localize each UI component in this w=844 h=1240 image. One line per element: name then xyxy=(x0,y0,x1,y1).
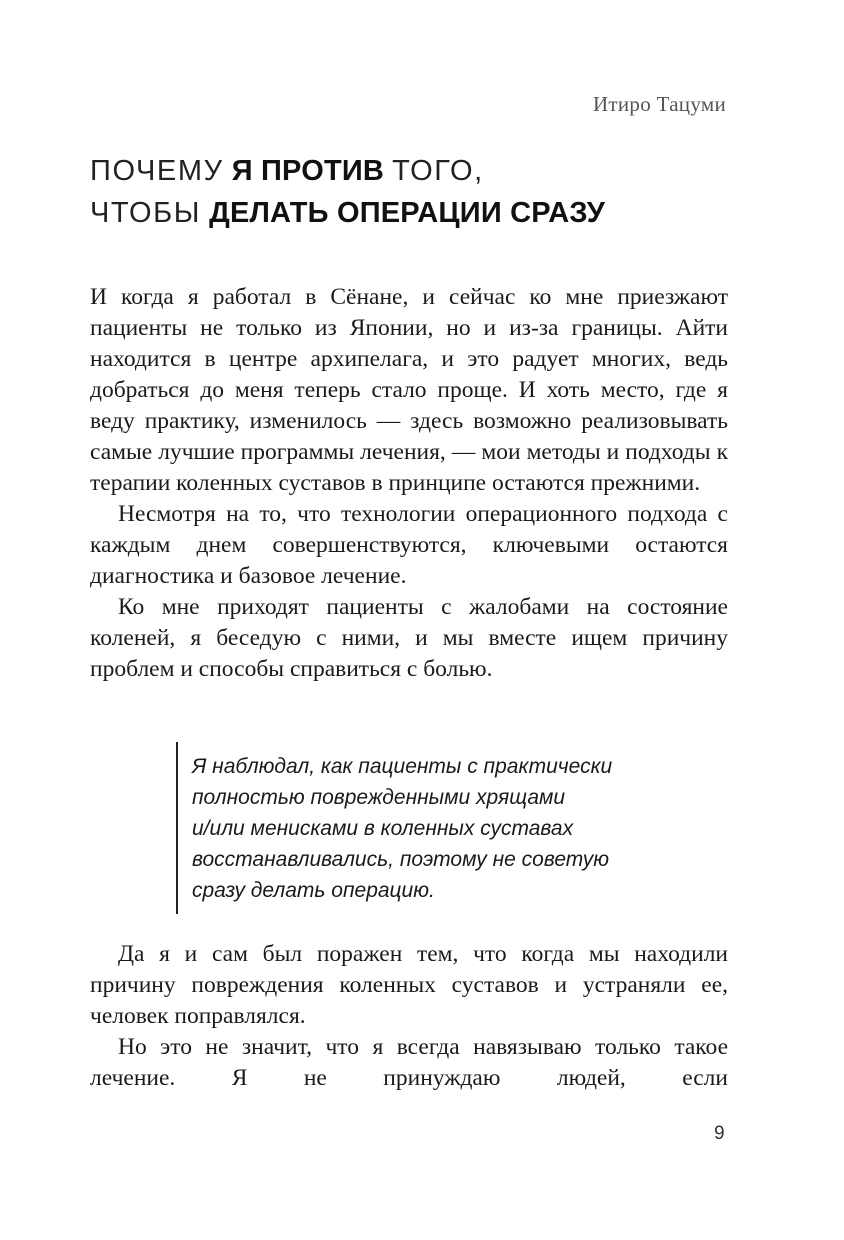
paragraph: Ко мне приходят пациенты с жалобами на состояние коленей, я беседую с ними, и мы вместе ищем причину проблем и способы справиться с болью. xyxy=(90,594,728,682)
pull-quote xyxy=(176,742,662,914)
paragraph: Да я и сам был поражен тем, что когда мы находили причину повреждения коленных суставов и устраняли ее, человек поправлялся. xyxy=(90,941,728,1029)
quote-line: восстанавливались, поэтому не советую xyxy=(192,848,610,871)
chapter-title xyxy=(90,150,750,234)
title-light-text: ПОЧЕМУ xyxy=(90,155,224,187)
paragraph: Несмотря на то, что технологии операционного подхода с каждым днем совершенствуются, ключевыми остаются диагностика и базовое лечение. xyxy=(90,501,728,589)
title-light-text: ЧТОБЫ xyxy=(90,197,202,229)
body-text-bottom xyxy=(90,939,728,1094)
page-number: 9 xyxy=(714,1123,725,1144)
quote-line: сразу делать операцию. xyxy=(192,879,435,902)
title-line-1 xyxy=(90,150,750,192)
running-head: Итиро Тацуми xyxy=(592,92,726,116)
title-bold-text: ДЕЛАТЬ ОПЕРАЦИИ СРАЗУ xyxy=(209,197,605,229)
quote-line: и/или менисками в коленных суставах xyxy=(192,817,574,840)
title-line-2 xyxy=(90,192,750,234)
body-text-top xyxy=(90,282,728,685)
paragraph: И когда я работал в Сёнане, и сейчас ко мне приезжают пациенты не только из Японии, но и из-за границы. Айти находится в центре архипелага, и это радует многих, ведь добраться до меня теперь стало проще. И хоть место, где я веду практику, изменилось — здесь возможно реализовывать самые лучшие программы лечения, — мои методы и подходы к терапии коленных суставов в принципе остаются прежними. xyxy=(90,284,728,496)
paragraph: Но это не значит, что я всегда навязываю только такое лечение. Я не принуждаю людей, если xyxy=(90,1034,728,1091)
quote-line: полностью поврежденными хрящами xyxy=(192,786,566,809)
title-bold-text: Я ПРОТИВ xyxy=(231,155,385,187)
title-light-text: ТОГО, xyxy=(392,155,484,187)
quote-line: Я наблюдал, как пациенты с практически xyxy=(192,755,613,778)
